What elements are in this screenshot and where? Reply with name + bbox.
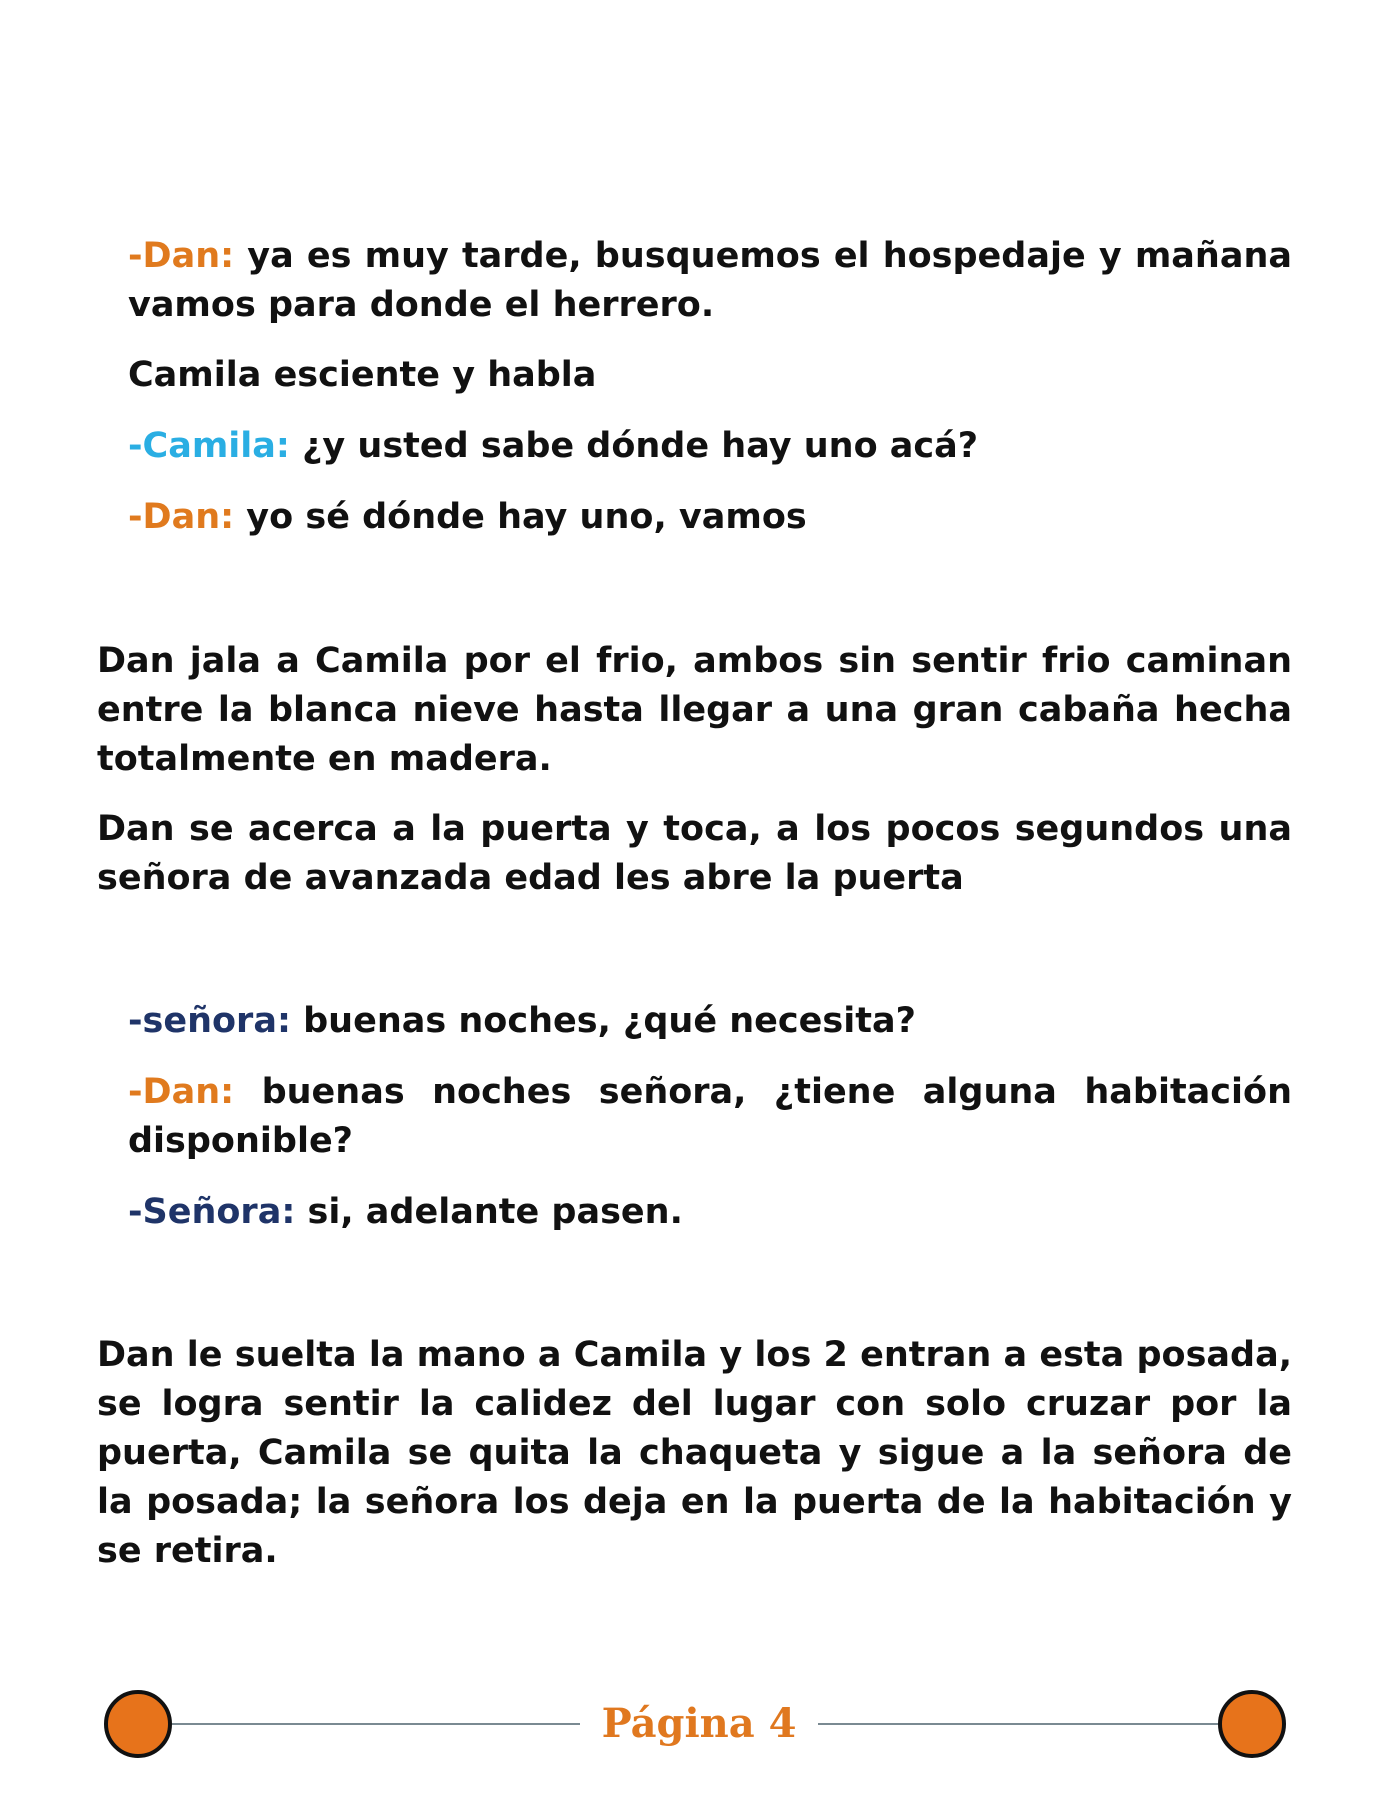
dialogue-text: si, adelante pasen. bbox=[295, 1192, 683, 1232]
page-footer bbox=[0, 1690, 1400, 1770]
speaker-dan: -Dan: bbox=[128, 497, 235, 537]
page-number: Página 4 bbox=[601, 1700, 797, 1747]
narration-line-camila bbox=[128, 351, 1292, 400]
footer-circle-right-icon bbox=[1218, 1690, 1286, 1758]
narration-paragraph-3: Dan le suelta la mano a Camila y los 2 entran a esta posada, se logra sentir la calidez del lugar con solo cruzar por la puerta, Camila se quita la chaqueta y sigue a la señora de la posada; la señora los deja en la puerta de la habitación y se retira. bbox=[97, 1335, 1292, 1571]
dialogue-line-dan-3 bbox=[128, 1068, 1292, 1166]
speaker-senora: -señora: bbox=[128, 1001, 291, 1041]
dialogue-text: yo sé dónde hay uno, vamos bbox=[234, 497, 807, 537]
footer-rule-right bbox=[818, 1723, 1218, 1725]
dialogue-text: ya es muy tarde, busquemos el hospedaje y mañana vamos para donde el herrero. bbox=[128, 236, 1292, 325]
dialogue-line-dan-2 bbox=[128, 493, 1292, 542]
dialogue-text: buenas noches señora, ¿tiene alguna habitación disponible? bbox=[128, 1072, 1292, 1161]
speaker-dan: -Dan: bbox=[128, 236, 235, 276]
dialogue-line-senora-1 bbox=[128, 997, 1292, 1046]
speaker-senora: -Señora: bbox=[128, 1192, 296, 1232]
narration-text: Camila esciente y habla bbox=[128, 355, 597, 395]
dialogue-text: buenas noches, ¿qué necesita? bbox=[290, 1001, 916, 1041]
speaker-dan: -Dan: bbox=[128, 1072, 235, 1112]
footer-circle-left-icon bbox=[104, 1690, 172, 1758]
footer-rule-left bbox=[172, 1723, 580, 1725]
narration-paragraph-1: Dan jala a Camila por el frio, ambos sin sentir frio caminan entre la blanca nieve hasta llegar a una gran cabaña hecha totalmente en madera. bbox=[97, 641, 1292, 779]
narration-paragraph-2: Dan se acerca a la puerta y toca, a los pocos segundos una señora de avanzada edad les abre la puerta bbox=[97, 809, 1292, 898]
dialogue-line-dan-1 bbox=[128, 232, 1292, 330]
dialogue-line-senora-2 bbox=[128, 1188, 1292, 1237]
dialogue-text: ¿y usted sabe dónde hay uno acá? bbox=[289, 426, 979, 466]
dialogue-line-camila bbox=[128, 422, 1292, 471]
speaker-camila: -Camila: bbox=[128, 426, 290, 466]
